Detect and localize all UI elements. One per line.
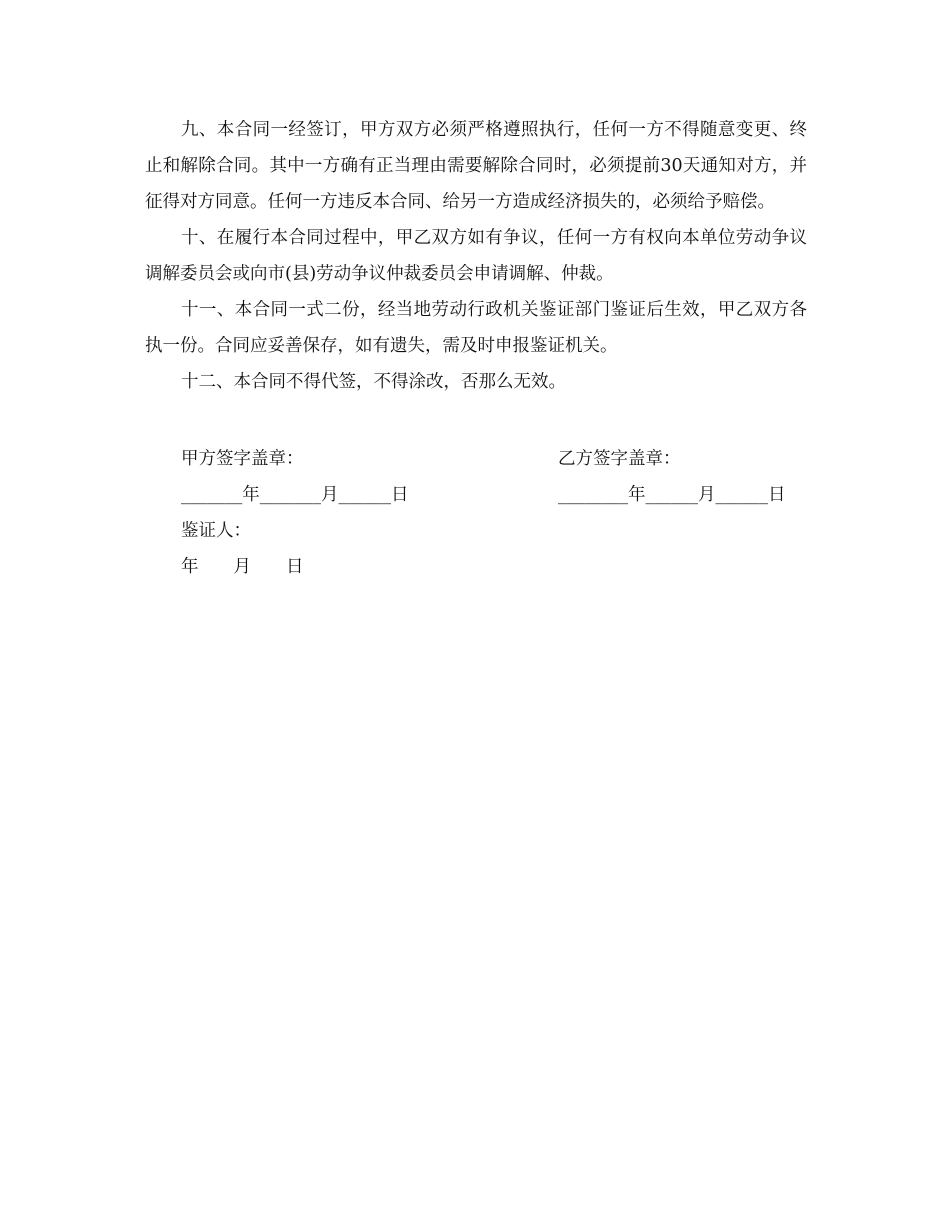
clause-9: 九、本合同一经签订，甲方双方必须严格遵照执行，任何一方不得随意变更、终止和解除合同。其中一方确有正当理由需要解除合同时，必须提前30天通知对方，并征得对方同意。任何一方违反本合同、给另一方造成经济损失的，必须给予赔偿。 — [145, 120, 807, 212]
party-a-signature-label: 甲方签字盖章： — [181, 449, 304, 469]
signature-block — [181, 441, 811, 585]
contract-clauses — [145, 112, 807, 400]
signature-date-row — [181, 477, 811, 513]
party-b-signature-label: 乙方签字盖章： — [558, 449, 681, 469]
verifier-label: 鉴证人： — [181, 521, 251, 541]
party-a-date-line: _______年_______月______日 — [181, 485, 409, 505]
party-b-date-line: ________年______月______日 — [558, 485, 786, 505]
clause-10: 十、在履行本合同过程中，甲乙双方如有争议，任何一方有权向本单位劳动争议调解委员会或向市(县)劳动争议仲裁委员会申请调解、仲裁。 — [145, 228, 807, 284]
verifier-date-line: 年 月 日 — [181, 557, 304, 577]
clause-12: 十二、本合同不得代签，不得涂改，否那么无效。 — [181, 372, 566, 392]
signature-label-row — [181, 441, 811, 477]
clause-11: 十一、本合同一式二份，经当地劳动行政机关鉴证部门鉴证后生效，甲乙双方各执一份。合同应妥善保存，如有遗失，需及时申报鉴证机关。 — [145, 300, 807, 356]
verifier-date-row — [181, 549, 811, 585]
verifier-row — [181, 513, 811, 549]
